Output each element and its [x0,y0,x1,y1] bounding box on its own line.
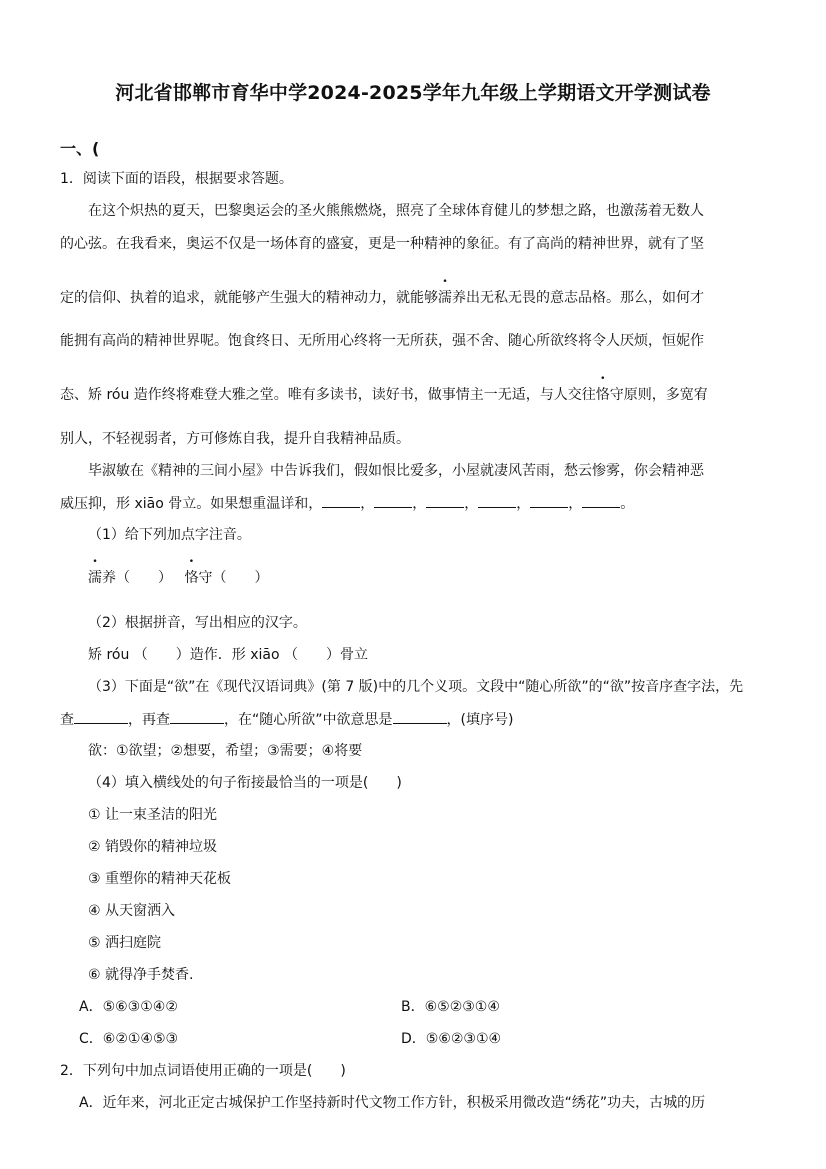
passage-line-blanks [60,494,634,513]
sub-question-3: （3）下面是“欲”在《现代汉语词典》(第 7 版)中的几个义项。文段中“随心所欲”的“欲”按音序查字法，先 [88,679,744,695]
passage-text: 守原则，多宽宥 [609,387,708,403]
question-1-stem: 1．阅读下面的语段，根据要求答题。 [60,171,293,187]
sub-question-1-items [88,569,268,587]
answer-blank[interactable] [393,710,447,724]
passage-text: 态、矫 róu 造作终将难登大雅之堂。唯有多读书，读好书，做事情主一无适，与人交往 [60,387,596,403]
sentence-option: ⑥ 就得净手焚香. [88,967,194,983]
choice-c[interactable]: C．⑥②①④⑤③ [79,1031,179,1047]
sub-question-2-items: 矫 róu （ ）造作．形 xiāo （ ）骨立 [88,647,369,663]
sub-question-4: （4）填入横线处的句子衔接最恰当的一项是( ) [88,775,402,791]
sub-question-3-blanks [60,710,513,729]
sentence-option: ① 让一束圣洁的阳光 [88,807,218,823]
question-text: ，(填序号) [446,712,514,728]
choice-a[interactable]: A．⑤⑥③①④② [79,999,178,1015]
sentence-option: ⑤ 洒扫庭院 [88,935,162,951]
passage-line: 在这个炽热的夏天，巴黎奥运会的圣火熊熊燃烧，照亮了全球体育健儿的梦想之路，也激荡着无数人 [88,203,704,219]
passage-line [60,289,704,307]
answer-blank[interactable] [322,494,360,508]
comma: ， [412,496,427,512]
answer-blank[interactable] [74,710,128,724]
passage-line: 毕淑敏在《精神的三间小屋》中告诉我们，假如恨比爱多，小屋就凄风苦雨，愁云惨雾，你会精神恶 [88,463,704,479]
choice-a-text[interactable]: A．近年来，河北正定古城保护工作坚持新时代文物工作方针，积极采用微改造“绣花”功夫，古城的历 [79,1095,706,1111]
choice-d[interactable]: D．⑤⑥②③①④ [401,1031,502,1047]
answer-blank[interactable] [374,494,412,508]
comma: ， [360,496,375,512]
passage-text: 定的信仰、执着的追求，就能够产生强大的精神动力，就能够 [60,290,438,306]
dictionary-definitions: 欲：①欲望；②想要，希望；③需要；④将要 [88,743,363,759]
dotted-char: 濡 [88,570,102,586]
answer-blank[interactable] [530,494,568,508]
question-text: 查 [60,712,74,728]
comma: ， [568,496,583,512]
period: 。 [620,496,635,512]
question-text: ，再查 [128,712,170,728]
comma: ， [464,496,479,512]
dotted-char: 濡 [438,290,452,306]
answer-blank[interactable] [478,494,516,508]
sub-question-1: （1）给下列加点字注音。 [88,527,251,543]
dotted-char: 恪 [184,570,199,586]
passage-line [60,386,708,404]
sub-question-2: （2）根据拼音，写出相应的汉字。 [88,615,307,631]
exam-title: 河北省邯郸市育华中学2024-2025学年九年级上学期语文开学测试卷 [115,82,711,104]
choice-b[interactable]: B．⑥⑤②③①④ [401,999,500,1015]
passage-line: 的心弦。在我看来，奥运不仅是一场体育的盛宴，更是一种精神的象征。有了高尚的精神世界，就有了坚 [60,236,704,252]
section-heading: 一、( [60,139,100,158]
answer-blank[interactable] [426,494,464,508]
passage-text: 养出无私无畏的意志品格。那么，如何才 [452,290,704,306]
comma: ， [516,496,531,512]
passage-line: 别人，不轻视弱者，方可修炼自我，提升自我精神品质。 [60,431,410,447]
question-2-stem: 2．下列句中加点词语使用正确的一项是( ) [60,1063,346,1079]
sentence-option: ② 销毁你的精神垃圾 [88,839,218,855]
dotted-char: 恪 [595,387,610,403]
sentence-option: ③ 重塑你的精神天花板 [88,871,232,887]
answer-blank[interactable] [582,494,620,508]
sentence-option: ④ 从天窗洒入 [88,903,176,919]
question-text: ，在“随心所欲”中欲意思是 [224,712,393,728]
passage-line: 能拥有高尚的精神世界呢。饱食终日、无所用心终将一无所获，强不舍、随心所欲终将令人厌烦，恒妮作 [60,333,704,349]
pinyin-blank: 养（ ） [102,570,172,586]
answer-blank[interactable] [170,710,224,724]
pinyin-blank: 守（ ） [198,570,269,586]
passage-text: 威压抑，形 xiāo 骨立。如果想重温详和， [60,496,323,512]
